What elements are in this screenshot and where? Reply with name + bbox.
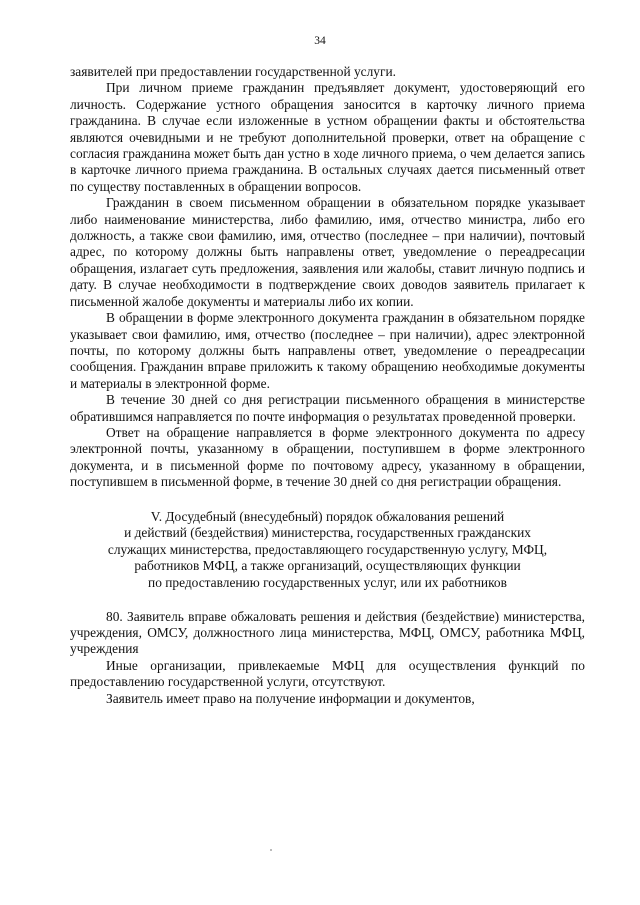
paragraph: заявителей при предоставлении государственной услуги. [70, 64, 396, 79]
section-heading-line: по предоставлению государственных услуг, или их работников [148, 574, 507, 590]
section-heading-line: и действий (бездействия) министерства, государственных гражданских [124, 525, 531, 541]
paragraph: 80. Заявитель вправе обжаловать решения и действия (бездействие) министерства, учреждения, ОМСУ, должностного лица министерства, МФЦ, ОМСУ, работника МФЦ, учреждения [70, 608, 585, 657]
paragraph: Иные организации, привлекаемые МФЦ для осуществления функций по предоставлению государственной услуги, отсутствуют. [70, 657, 585, 690]
paragraph: В течение 30 дней со дня регистрации письменного обращения в министерстве обратившимся направляется по почте информация о результатах проведенной проверки. [70, 392, 585, 424]
paragraphs-top [70, 64, 585, 491]
section-heading-line: V. Досудебный (внесудебный) порядок обжалования решений [150, 508, 505, 524]
paragraph: При личном приеме гражданин предъявляет документ, удостоверяющий его личность. Содержание устного обращения заносится в карточку личного приема гражданина. В случае если изложенные в устном обращении факты и обстоятельства являются очевидными и не требуют дополнительной проверки, ответ на обращение с согласия гражданина может быть дан устно в ходе личного приема, о чем делается запись в карточке личного приема гражданина. В остальных случаях дается письменный ответ по существу поставленных в обращении вопросов. [70, 80, 585, 194]
document-body [70, 64, 585, 707]
page-number: 34 [314, 35, 326, 47]
section-heading-line: работников МФЦ, а также организаций, осуществляющих функции [134, 558, 521, 574]
paragraphs-bottom [70, 609, 585, 707]
paragraph: Ответ на обращение направляется в форме электронного документа по адресу электронной почты, указанному в обращении, поступившем в форме электронного документа, и в письменной форме по почтовому адресу, указанному в обращении, поступившем в письменной форме, в течение 30 дней со дня регистрации обращения. [70, 424, 585, 490]
paragraph: В обращении в форме электронного документа гражданин в обязательном порядке указывает свои фамилию, имя, отчество (последнее – при наличии), адрес электронной почты, по которому должны быть направлены ответ, уведомление о переадресации сообщения. Гражданин вправе приложить к такому обращению необходимые документы и материалы в электронной форме. [70, 310, 585, 391]
section-heading [70, 509, 585, 592]
paragraph: Заявитель имеет право на получение информации и документов, [106, 690, 475, 706]
scan-speck [270, 849, 272, 851]
paragraph: Гражданин в своем письменном обращении в обязательном порядке указывает либо наименование министерства, либо фамилию, имя, отчество министра, либо его должность, а также свои фамилию, имя, отчество (последнее – при наличии), почтовый адрес, по которому должны быть направлены ответ, уведомление о переадресации обращения, излагает суть предложения, заявления или жалобы, ставит личную подпись и дату. В случае необходимости в подтверждение своих доводов заявитель прилагает к письменной жалобе документы и материалы либо их копии. [70, 195, 585, 309]
section-heading-line: служащих министерства, предоставляющего государственную услугу, МФЦ, [107, 541, 548, 557]
